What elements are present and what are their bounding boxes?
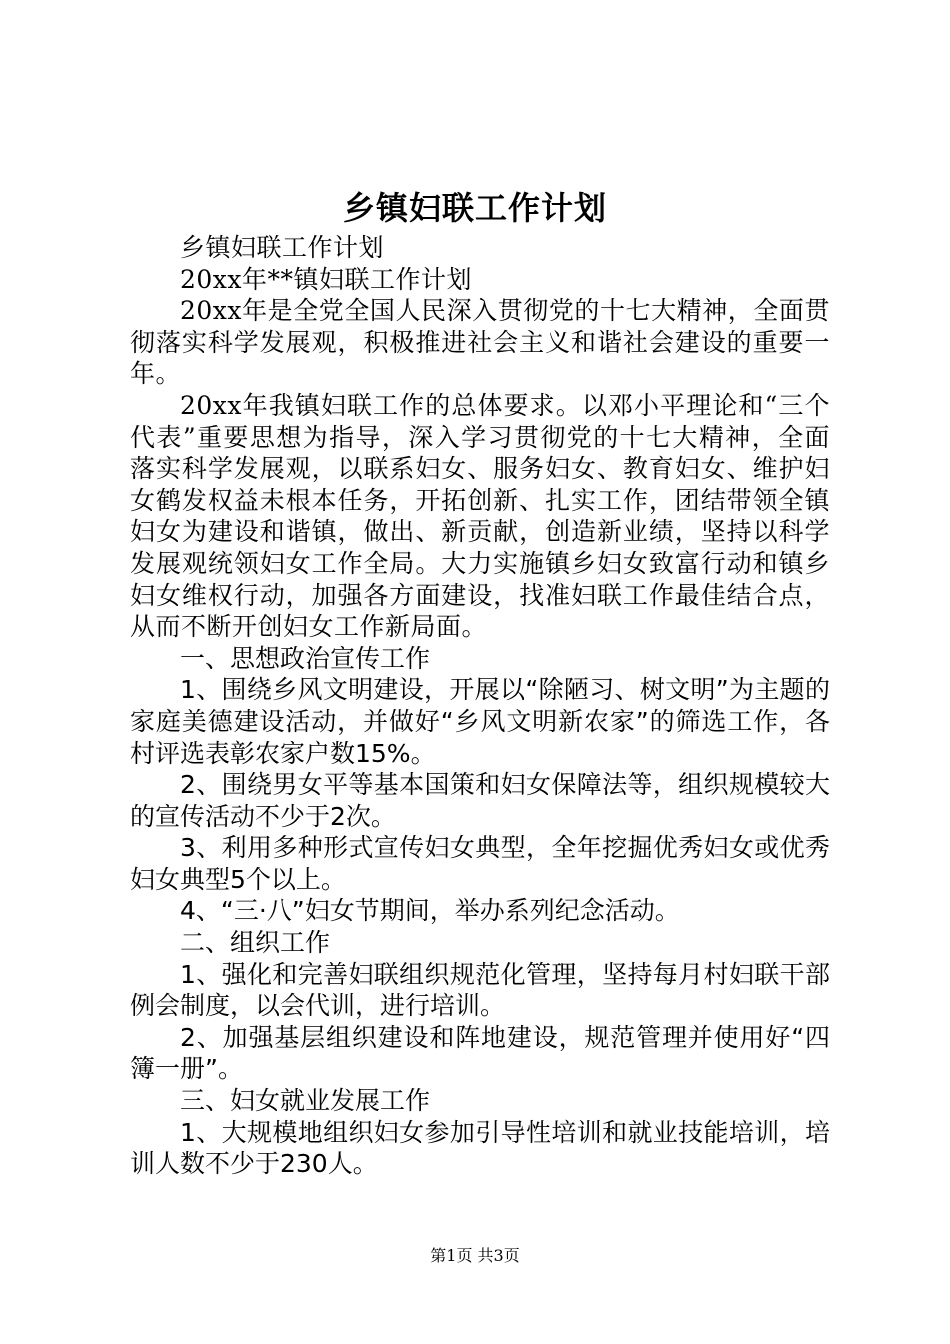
list-item: 1、围绕乡风文明建设，开展以“除陋习、树文明”为主题的家庭美德建设活动，并做好“乡风文明新农家”的筛选工作，各村评选表彰农家户数15%。 <box>130 675 830 768</box>
document-body <box>130 232 830 1180</box>
section-heading-employment: 三、妇女就业发展工作 <box>180 1086 431 1116</box>
page-title: 乡镇妇联工作计划 <box>342 189 607 227</box>
page-footer: 第1页 共3页 <box>430 1246 520 1265</box>
section-heading-political-propaganda: 一、思想政治宣传工作 <box>180 643 431 673</box>
list-item: 1、大规模地组织妇女参加引导性培训和就业技能培训，培训人数不少于230人。 <box>130 1117 830 1179</box>
list-item: 4、“三·八”妇女节期间，举办系列纪念活动。 <box>180 896 680 926</box>
list-item: 3、利用多种形式宣传妇女典型，全年挖掘优秀妇女或优秀妇女典型5个以上。 <box>130 833 830 894</box>
paragraph-subtitle: 乡镇妇联工作计划 <box>180 233 385 262</box>
list-item: 2、围绕男女平等基本国策和妇女保障法等，组织规模较大的宣传活动不少于2次。 <box>130 770 830 831</box>
section-heading-organization: 二、组织工作 <box>180 928 331 958</box>
list-item: 2、加强基层组织建设和阵地建设，规范管理并使用好“四簿一册”。 <box>130 1022 830 1084</box>
paragraph-intro: 20xx年是全党全国人民深入贯彻党的十七大精神，全面贯彻落实科学发展观，积极推进社会主义和谐社会建设的重要一年。 <box>130 296 830 389</box>
list-item: 1、强化和完善妇联组织规范化管理，坚持每月村妇联干部例会制度，以会代训，进行培训。 <box>130 959 830 1021</box>
paragraph-plan-heading: 20xx年**镇妇联工作计划 <box>180 264 473 294</box>
paragraph-general-requirements: 20xx年我镇妇联工作的总体要求。以邓小平理论和“三个代表”重要思想为指导，深入学习贯彻党的十七大精神，全面落实科学发展观，以联系妇女、服务妇女、教育妇女、维护妇女鹤发权益未根本任务，开拓创新、扎实工作，团结带领全镇妇女为建设和谐镇，做出、新贡献，创造新业绩，坚持以科学发展观统领妇女工作全局。大力实施镇乡妇女致富行动和镇乡妇女维权行动，加强各方面建设，找准妇联工作最佳结合点，从而不断开创妇女工作新局面。 <box>130 390 830 642</box>
